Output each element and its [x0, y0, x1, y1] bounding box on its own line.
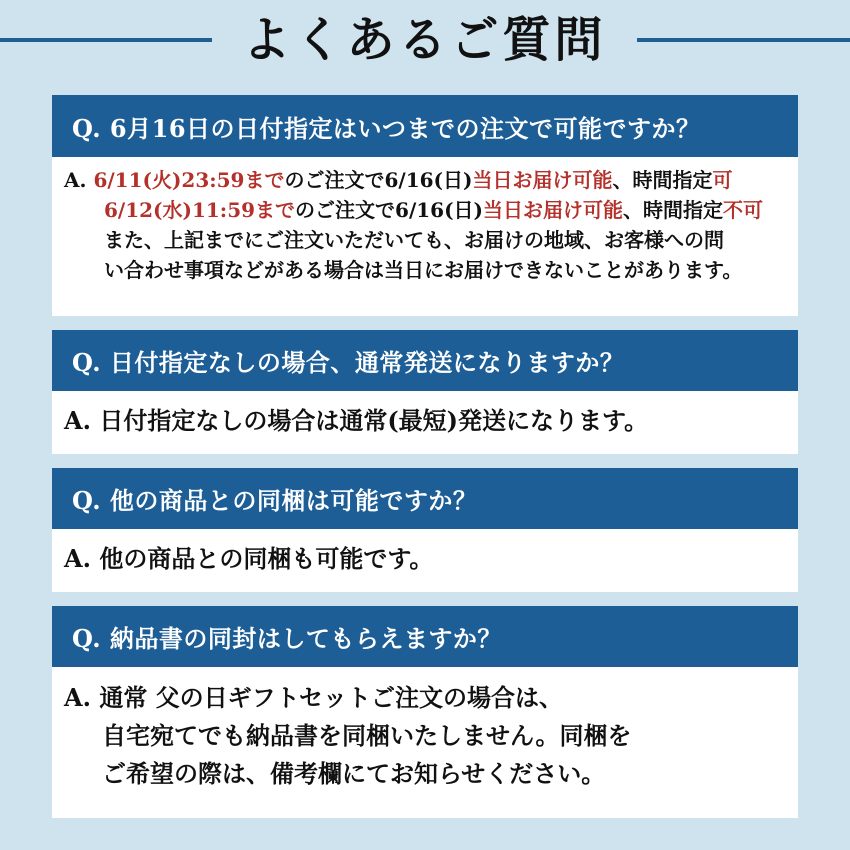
header-rule-right — [637, 38, 850, 42]
faq-answer-1-line-4: い合わせ事項などがある場合は当日にお届けできないことがあります。 — [104, 258, 743, 282]
page-header — [0, 0, 850, 82]
faq-answer-3: A. 他の商品との同梱も可能です。 — [64, 544, 434, 573]
faq-item-4 — [52, 606, 798, 818]
faq-item-3 — [52, 468, 798, 592]
deadline-2: 6/12(水)11:59まで — [104, 198, 296, 222]
faq-answer-2: A. 日付指定なしの場合は通常(最短)発送になります。 — [64, 406, 649, 435]
faq-answer-4-line-3: ご希望の際は、備考欄にてお知らせください。 — [102, 759, 606, 788]
header-rule-left — [0, 38, 212, 42]
answer-text: のご注文で6/16(日) — [295, 198, 484, 222]
page-title: よくあるご質問 — [242, 12, 607, 68]
faq-answer-4-line-1: A. 通常 父の日ギフトセットご注文の場合は、 — [64, 683, 563, 712]
faq-question-4: Q. 納品書の同封はしてもらえますか？ — [52, 606, 798, 667]
faq-item-1 — [52, 95, 798, 316]
answer-text: 、時間指定 — [612, 168, 713, 192]
faq-question-1: Q. 6月16日の日付指定はいつまでの注文で可能ですか？ — [52, 95, 798, 157]
faq-item-2 — [52, 330, 798, 454]
faq-question-3: Q. 他の商品との同梱は可能ですか？ — [52, 468, 798, 529]
faq-question-2: Q. 日付指定なしの場合、通常発送になりますか？ — [52, 330, 798, 391]
same-day-delivery: 当日お届け可能 — [472, 168, 613, 192]
faq-answer-1-line-3: また、上記までにご注文いただいても、お届けの地域、お客様への問 — [104, 228, 724, 252]
faq-answer-1 — [52, 157, 798, 285]
faq-answer-4 — [52, 667, 798, 793]
time-spec-status: 不可 — [723, 198, 764, 222]
same-day-delivery: 当日お届け可能 — [483, 198, 624, 222]
answer-text: 、時間指定 — [623, 198, 724, 222]
faq-answer-1-line-2 — [64, 195, 798, 225]
deadline-1: 6/11(火)23:59まで — [93, 168, 285, 192]
faq-answer-1-line-1 — [64, 165, 798, 195]
answer-text: のご注文で6/16(日) — [284, 168, 473, 192]
answer-prefix: A. — [64, 168, 87, 192]
time-spec-status: 可 — [712, 168, 733, 192]
faq-answer-4-line-2: 自宅宛てでも納品書を同梱いたしません。同梱を — [102, 721, 632, 750]
